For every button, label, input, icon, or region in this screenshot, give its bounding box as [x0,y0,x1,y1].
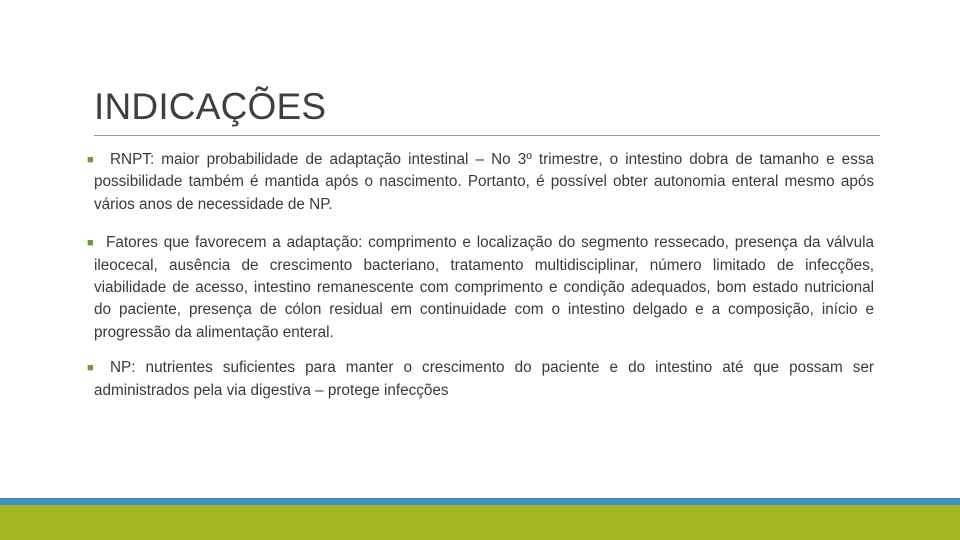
bullet-item-fatores [88,232,874,344]
footer-green-band [0,505,960,540]
bullet-text: RNPT: maior probabilidade de adaptação intestinal – No 3º trimestre, o intestino dobra de tamanho e essa possibilidade também é mantida após o nascimento. Portanto, é possível obter autonomia enteral mesmo após vários anos de necessidade de NP. [94,151,874,213]
slide-title: INDICAÇÕES [94,86,327,127]
bullet-item-rnpt [88,149,874,216]
slide-body [88,149,874,402]
title-divider [94,135,880,136]
square-bullet-icon: ■ [87,237,94,250]
bullet-text: NP: nutrientes suficientes para manter o crescimento do paciente e do intestino até que possam ser administrados pela via digestiva – protege infecções [94,359,874,399]
bullet-text: Fatores que favorecem a adaptação: comprimento e localização do segmento ressecado, presença da válvula ileocecal, ausência de crescimento bacteriano, tratamento multidisciplinar, número limitado de infecções, viabilidade de acesso, intestino remanescente com comprimento e condição adequados, bom estado nutricional do paciente, presença de cólon residual em continuidade com o intestino delgado e a composição, início e progressão da alimentação enteral. [94,234,874,341]
footer-blue-band [0,498,960,505]
bullet-item-np [88,357,874,402]
square-bullet-icon: ■ [87,154,94,166]
square-bullet-icon: ■ [87,362,94,375]
